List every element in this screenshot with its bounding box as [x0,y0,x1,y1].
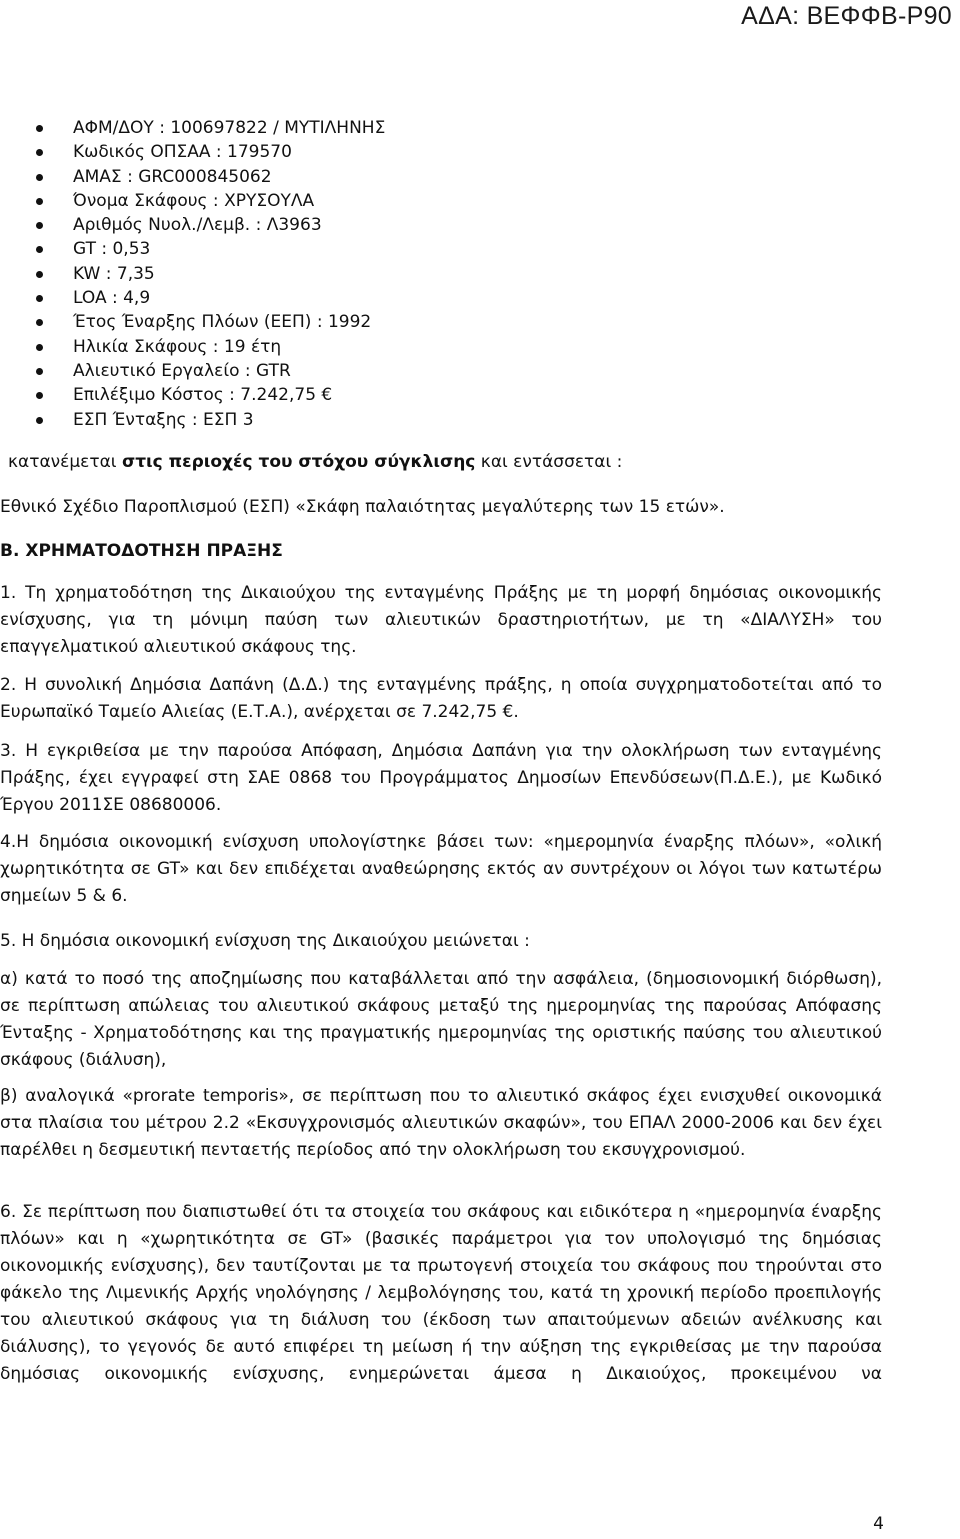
list-item: ΑΦΜ/ΔΟΥ : 100697822 / ΜΥΤΙΛΗΝΗΣ [0,116,385,140]
list-item: Αλιευτικό Εργαλείο : GTR [0,359,385,383]
list-item: Ηλικία Σκάφους : 19 έτη [0,335,385,359]
bullet-icon [36,271,43,278]
list-item: Αριθμός Νυολ./Λεμβ. : Λ3963 [0,213,385,237]
list-item: GT : 0,53 [0,237,385,261]
page-number: 4 [873,1514,884,1534]
paragraph-3: 3. Η εγκριθείσα με την παρούσα Απόφαση, Δημόσια Δαπάνη για την ολοκλήρωση των ενταγμένης Πράξης, έχει εγγραφεί στη ΣΑΕ 0868 του Προγράμματος Δημοσίων Επενδύσεων(Π.Δ.Ε.), με Κωδικό Έργου 2011ΣΕ 08680006. [0,741,882,815]
allocation-emphasis: στις περιοχές του στόχου σύγκλισης [121,452,476,472]
list-item: Όνομα Σκάφους : ΧΡΥΣΟΥΛΑ [0,189,385,213]
bullet-icon [36,392,43,399]
bullet-icon [36,198,43,205]
section-b-title: Β. ΧΡΗΜΑΤΟΔΟΤΗΣΗ ΠΡΑΞΗΣ [0,541,283,561]
paragraph-5b: β) αναλογικά «prorate temporis», σε περίπτωση που το αλιευτικό σκάφος έχει ενισχυθεί οικονομικά στα πλαίσια του μέτρου 2.2 «Εκσυγχρονισμός αλιευτικών σκαφών», του ΕΠΑΛ 2000-2006 και δεν έχει παρέλθει η δεσμευτική πενταετής περίοδος από την ολοκλήρωση του εκσυγχρονισμού. [0,1086,882,1160]
list-item: Επιλέξιμο Κόστος : 7.242,75 € [0,383,385,407]
vessel-details-list [0,116,385,432]
paragraph-1: 1. Τη χρηματοδότηση της Δικαιούχου της ενταγμένης Πράξης με τη μορφή δημόσιας οικονομικής ενίσχυσης, για τη μόνιμη παύση των αλιευτικών δραστηριοτήτων, με τη «ΔΙΑΛΥΣΗ» του επαγγελματικού αλιευτικού σκάφους της. [0,583,882,657]
list-item: Έτος Έναρξης Πλόων (ΕΕΠ) : 1992 [0,310,385,334]
bullet-icon [36,246,43,253]
bullet-icon [36,344,43,351]
bullet-icon [36,149,43,156]
paragraph-5a: α) κατά το ποσό της αποζημίωσης που καταβάλλεται από την ασφάλεια, (δημοσιονομική διόρθωση), σε περίπτωση απώλειας του αλιευτικού σκάφους μεταξύ της ημερομηνίας της παρούσας Απόφασης Ένταξης - Χρηματοδότησης και της πραγματικής ημερομηνίας της οριστικής παύσης του αλιευτικού σκάφους (διάλυση), [0,969,882,1070]
paragraph-2: 2. Η συνολική Δημόσια Δαπάνη (Δ.Δ.) της ενταγμένης πράξης, η οποία συγχρηματοδοτείται από το Ευρωπαϊκό Ταμείο Αλιείας (Ε.Τ.Α.), ανέρχεται σε 7.242,75 €. [0,675,882,722]
paragraph-5: 5. Η δημόσια οικονομική ενίσχυση της Δικαιούχου μειώνεται : [0,931,530,951]
plan-line: Εθνικό Σχέδιο Παροπλισμού (ΕΣΠ) «Σκάφη παλαιότητας μεγαλύτερης των 15 ετών». [0,497,725,517]
bullet-icon [36,368,43,375]
bullet-icon [36,222,43,229]
paragraph-6: 6. Σε περίπτωση που διαπιστωθεί ότι τα στοιχεία του σκάφους και ειδικότερα η «ημερομηνία έναρξης πλόων» και η «χωρητικότητα σε GT» (βασικές παράμετροι για τον υπολογισμό της δημόσιας οικονομικής ενίσχυσης), δεν ταυτίζονται με τα πρωτογενή στοιχεία του σκάφους που τηρούνται στο φάκελο της Λιμενικής Αρχής νηολόγησης / λεμβολόγησης του, κατά τη χρονική περίοδο προεπιλογής του αλιευτικού σκάφους για τη διάλυση του (έκδοση των απαιτούμενων αδειών ανέλκυσης και διάλυσης), το γεγονός δε αυτό επιφέρει τη μείωση ή την αύξηση της εγκριθείσας με την παρούσα δημόσιας οικονομικής ενίσχυσης, ενημερώνεται άμεσα η Δικαιούχος, προκειμένου να [0,1202,882,1384]
bullet-icon [36,319,43,326]
list-item: KW : 7,35 [0,262,385,286]
bullet-icon [36,295,43,302]
bullet-icon [36,174,43,181]
list-item: Κωδικός ΟΠΣΑΑ : 179570 [0,140,385,164]
ada-code: ΑΔΑ: ΒΕΦΦΒ-Ρ90 [741,2,952,30]
bullet-icon [36,417,43,424]
allocation-line: κατανέμεται στις περιοχές του στόχου σύγκλισης και εντάσσεται : [8,452,623,472]
bullet-icon [36,125,43,132]
list-item: ΑΜΑΣ : GRC000845062 [0,165,385,189]
list-item: ΕΣΠ Ένταξης : ΕΣΠ 3 [0,408,385,432]
paragraph-4: 4.Η δημόσια οικονομική ενίσχυση υπολογίστηκε βάσει των: «ημερομηνία έναρξης πλόων», «ολική χωρητικότητα σε GT» και δεν επιδέχεται αναθεώρησης εκτός αν συντρέχουν οι λόγοι των κατωτέρω σημείων 5 & 6. [0,832,882,906]
list-item: LOA : 4,9 [0,286,385,310]
